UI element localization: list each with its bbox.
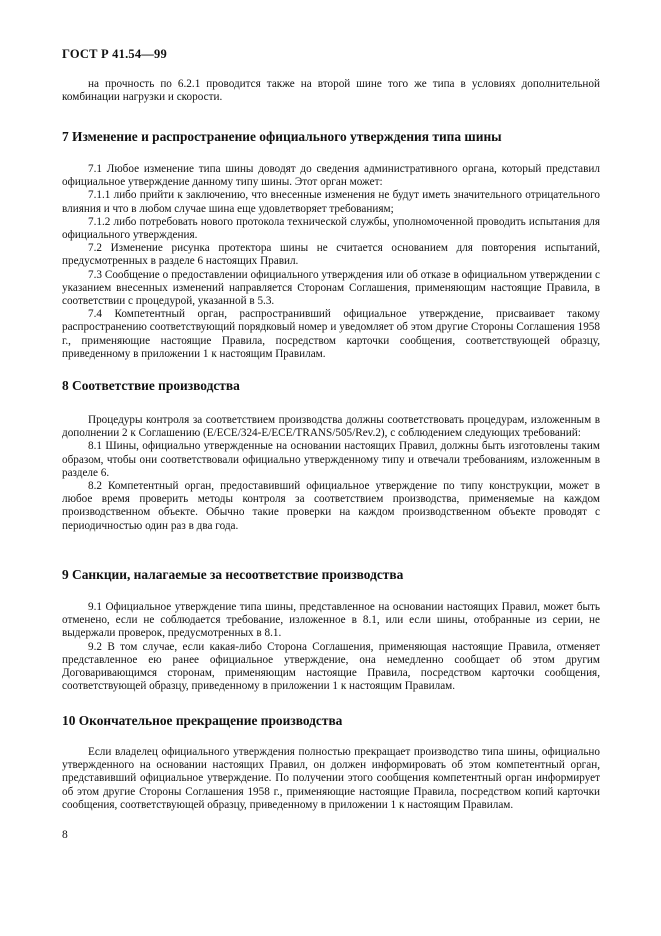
paragraph-7-2: 7.2 Изменение рисунка протектора шины не считается основанием для повторения испытаний, предусмотренных в разделе 6 настоящих Правил. bbox=[62, 242, 600, 268]
paragraph-7-3: 7.3 Сообщение о предоставлении официального утверждения или об отказе в официальном утверждении с указанием внесенных изменений направляется Сторонам Соглашения, применяющим настоящие Правила, в соответствии с процедурой, указанной в 5.3. bbox=[62, 268, 600, 308]
paragraph-9-2: 9.2 В том случае, если какая-либо Сторона Соглашения, применяющая настоящие Правила, отменяет представленное ею ранее официальное утверждение, она немедленно сообщает об этом другим Договаривающимся сторонам, применяющим настоящие Правила, посредством карточки сообщения, соответствующей образцу, приведенному в приложении 1 к настоящим Правилам. bbox=[62, 640, 600, 693]
document-header: ГОСТ Р 41.54—99 bbox=[62, 47, 167, 61]
paragraph-7-1-1: 7.1.1 либо прийти к заключению, что внесенные изменения не будут иметь значительного отрицательного влияния и что в любом случае шина еще удовлетворяет требованиям; bbox=[62, 189, 600, 215]
paragraph-8-1: 8.1 Шины, официально утвержденные на основании настоящих Правил, должны быть изготовлены таким образом, чтобы они соответствовали официально утвержденному типу и отвечали требованиям, изложенным в разделе 6. bbox=[62, 440, 600, 479]
section-10 bbox=[62, 713, 600, 729]
intro-paragraph: на прочность по 6.2.1 проводится также на второй шине того же типа в условиях дополнительной комбинации нагрузки и скорости. bbox=[62, 78, 600, 104]
intro-block bbox=[62, 78, 600, 104]
paragraph-9-1: 9.1 Официальное утверждение типа шины, представленное на основании настоящих Правил, может быть отменено, если не соблюдается требование, изложенное в 8.1, или если шины, отобранные из серии, не выдержали проверок, предусмотренных в 8.1. bbox=[62, 601, 600, 640]
section-8-body bbox=[62, 414, 600, 533]
section-10-heading: 10 Окончательное прекращение производства bbox=[62, 713, 343, 728]
section-7 bbox=[62, 129, 600, 145]
paragraph-7-1-2: 7.1.2 либо потребовать нового протокола технической службы, уполномоченной проводить испытания для официального утверждения. bbox=[62, 215, 600, 242]
section-8-heading: 8 Соответствие производства bbox=[62, 378, 240, 393]
section-9 bbox=[62, 567, 600, 583]
section-9-heading: 9 Санкции, налагаемые за несоответствие производства bbox=[62, 567, 404, 582]
paragraph-7-1: 7.1 Любое изменение типа шины доводят до сведения административного органа, который представил официальное утверждение данному типу шины. Этот орган может: bbox=[62, 163, 600, 189]
paragraph-10: Если владелец официального утверждения полностью прекращает производство типа шины, официально утвержденного на основании настоящих Правил, он должен информировать об этом компетентный орган, представивший официальное утверждение. По получении этого сообщения компетентный орган информирует об этом другие Стороны Соглашения 1958 г., применяющие настоящие Правила, посредством копий карточки сообщения, соответствующей образцу, приведенному в приложении 1 к настоящим Правилам. bbox=[62, 746, 600, 811]
paragraph-8-intro: Процедуры контроля за соответствием производства должны соответствовать процедурам, изложенным в дополнении 2 к Соглашению (E/ECE/324-E/ECE/TRANS/505/Rev.2), с соблюдением следующих требований: bbox=[62, 414, 600, 440]
section-10-body bbox=[62, 746, 600, 812]
paragraph-8-2: 8.2 Компетентный орган, предоставивший официальное утверждение по типу конструкции, может в любое время проверить методы контроля за соответствием производства, применяемые на каждом производственном объекте. Обычно такие проверки на каждом производственном объекте проводят с периодичностью один раз в два года. bbox=[62, 480, 600, 532]
section-8 bbox=[62, 378, 600, 394]
section-7-heading: 7 Изменение и распространение официального утверждения типа шины bbox=[62, 129, 502, 144]
paragraph-7-4: 7.4 Компетентный орган, распространивший официальное утверждение, присваивает такому распространению соответствующий порядковый номер и уведомляет об этом другие Стороны Соглашения 1958 г., применяющие настоящие Правила, посредством карточки сообщения, соответствующей образцу, приведенному в приложении 1 к настоящим Правилам. bbox=[62, 308, 600, 360]
section-7-body bbox=[62, 163, 600, 361]
section-9-body bbox=[62, 601, 600, 693]
page-number: 8 bbox=[62, 829, 68, 841]
